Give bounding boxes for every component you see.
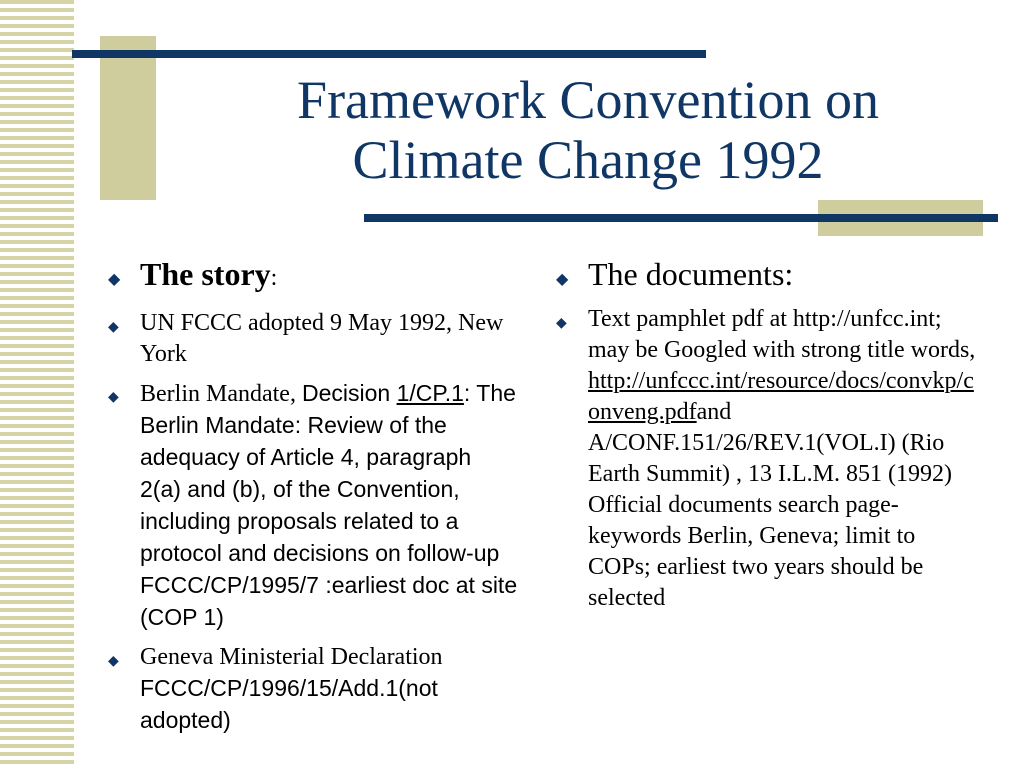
slide-title — [168, 70, 1008, 190]
list-item — [108, 642, 518, 737]
title-line-1: Framework Convention on — [297, 70, 879, 130]
story-heading — [108, 256, 518, 296]
berlin-mandate-description: : The Berlin Mandate: Review of the adequacy of Article 4, paragraph 2(a) and (b), of the Convention, including proposals related to a protocol and decisions on follow-up FCCC/CP/1995/7 :earliest doc at site (COP 1) — [140, 380, 518, 630]
geneva-declaration-label: Geneva Ministerial Declaration — [140, 644, 443, 670]
story-heading-text: The story — [140, 256, 271, 292]
geneva-declaration-doc: FCCC/CP/1996/15/Add.1(not adopted) — [140, 675, 438, 733]
left-column — [108, 256, 518, 745]
conveng-pdf-link[interactable]: http://unfccc.int/resource/docs/convkp/conveng.pdf — [588, 368, 974, 425]
documents-text-post: and A/CONF.151/26/REV.1(VOL.I) (Rio Earth Summit) , 13 I.L.M. 851 (1992) Official documents search page- keywords Berlin, Geneva; limit to COPs; earliest two years should be selected — [588, 399, 952, 611]
diamond-bullet-icon: ◆ — [108, 320, 119, 335]
fccc-adopted-text: UN FCCC adopted 9 May 1992, New York — [140, 310, 504, 367]
decision-prefix: Decision — [301, 380, 397, 406]
list-item — [108, 378, 518, 634]
diamond-bullet-icon: ◆ — [108, 271, 121, 288]
berlin-mandate-label: Berlin Mandate, — [140, 381, 302, 407]
accent-block-top-left — [100, 36, 156, 200]
documents-heading — [556, 256, 976, 292]
decision-link[interactable]: 1/CP.1 — [396, 380, 464, 406]
title-rule-top — [72, 50, 706, 58]
right-column — [556, 256, 976, 622]
title-line-2: Climate Change 1992 — [352, 130, 824, 190]
list-item — [556, 304, 976, 614]
decorative-stripes — [0, 0, 74, 768]
documents-heading-text: The documents: — [588, 256, 794, 292]
list-item — [108, 308, 518, 370]
lower-rule — [364, 214, 998, 222]
diamond-bullet-icon: ◆ — [556, 271, 569, 288]
documents-text-pre: Text pamphlet pdf at http://unfcc.int; may be Googled with strong title words, — [588, 306, 976, 363]
diamond-bullet-icon: ◆ — [108, 390, 119, 405]
diamond-bullet-icon: ◆ — [108, 654, 119, 669]
story-heading-colon: : — [270, 265, 278, 291]
diamond-bullet-icon: ◆ — [556, 316, 567, 331]
